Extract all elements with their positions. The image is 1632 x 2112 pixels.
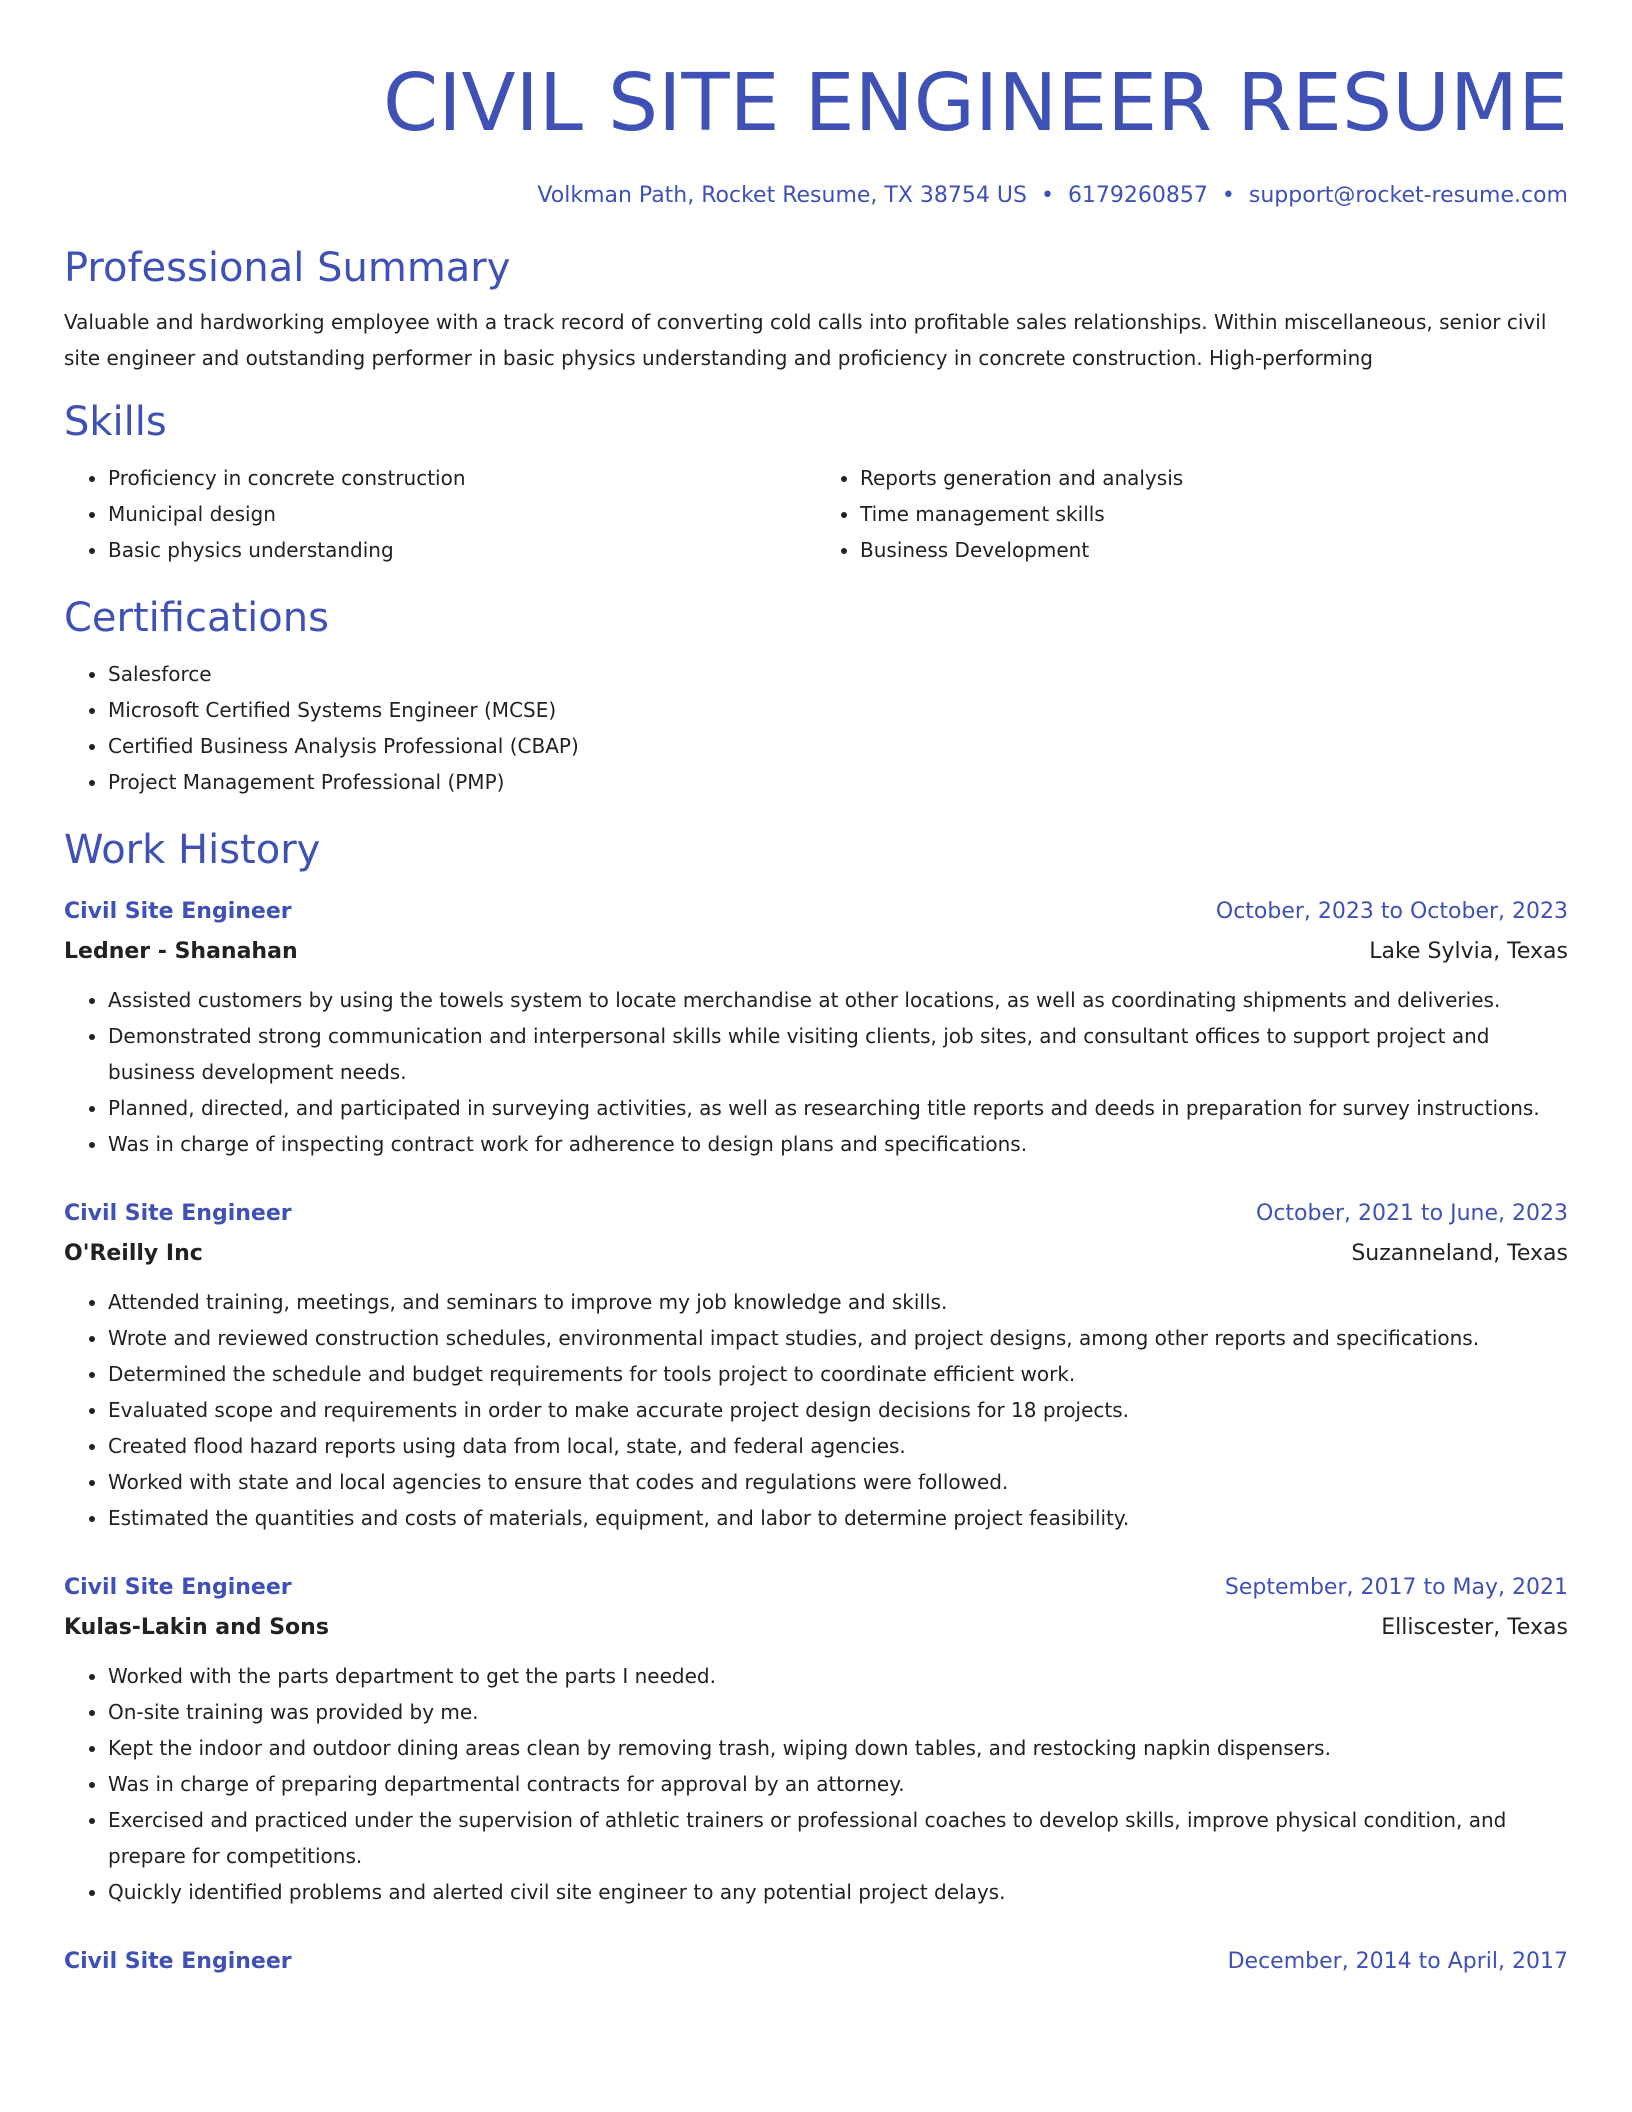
job-bullet: • Demonstrated strong communication and interpersonal skills while visiting clients, job sites, and consultant offices to support project and business development needs.: [108, 1018, 1568, 1090]
job-bullet: • Planned, directed, and participated in surveying activities, as well as researching title reports and deeds in preparation for survey instructions.: [108, 1090, 1568, 1126]
job-company-row: [64, 1234, 1568, 1274]
job-bullets: [64, 982, 1568, 1162]
skills-heading: Skills: [64, 399, 167, 445]
job-title-row: [64, 1942, 1568, 1982]
job-dates: December, 2014 to April, 2017: [1227, 1949, 1568, 1974]
job-dates: October, 2023 to October, 2023: [1215, 899, 1568, 924]
skill-item: • Proficiency in concrete construction: [108, 460, 816, 496]
job-bullet: • Evaluated scope and requirements in order to make accurate project design decisions for 18 projects.: [108, 1392, 1568, 1428]
skills-columns: [64, 460, 1568, 568]
job-dates: October, 2021 to June, 2023: [1256, 1201, 1568, 1226]
skill-item: • Basic physics understanding: [108, 532, 816, 568]
job-entry: [64, 892, 1568, 1162]
certifications-heading: Certifications: [64, 595, 329, 641]
job-location: Suzanneland, Texas: [1351, 1241, 1568, 1266]
job-company-row: [64, 1608, 1568, 1648]
resume-title: CIVIL SITE ENGINEER RESUME: [383, 57, 1568, 149]
job-bullet: • Estimated the quantities and costs of materials, equipment, and labor to determine project feasibility.: [108, 1500, 1568, 1536]
contact-line: [64, 178, 1568, 214]
job-bullet: • Worked with state and local agencies to ensure that codes and regulations were followed.: [108, 1464, 1568, 1500]
job-company: O'Reilly Inc: [64, 1241, 203, 1266]
certification-item: • Certified Business Analysis Professional (CBAP): [108, 728, 1568, 764]
job-title-row: [64, 1568, 1568, 1608]
job-title: Civil Site Engineer: [64, 1201, 292, 1226]
certification-item: • Project Management Professional (PMP): [108, 764, 1568, 800]
job-bullet: • Exercised and practiced under the supervision of athletic trainers or professional coaches to develop skills, improve physical condition, and prepare for competitions.: [108, 1802, 1568, 1874]
certification-item: • Salesforce: [108, 656, 1568, 692]
skill-item: • Municipal design: [108, 496, 816, 532]
job-bullet: • Kept the indoor and outdoor dining areas clean by removing trash, wiping down tables, and restocking napkin dispensers.: [108, 1730, 1568, 1766]
job-entry: [64, 1194, 1568, 1536]
skills-list-right: [816, 460, 1568, 568]
job-bullet: • Was in charge of preparing departmental contracts for approval by an attorney.: [108, 1766, 1568, 1802]
skills-list-left: [64, 460, 816, 568]
job-bullet: • Was in charge of inspecting contract work for adherence to design plans and specifications.: [108, 1126, 1568, 1162]
job-entry: [64, 1568, 1568, 1910]
skill-item: • Reports generation and analysis: [860, 460, 1568, 496]
job-company: Ledner - Shanahan: [64, 939, 298, 964]
work-history-heading: Work History: [64, 827, 321, 873]
job-bullet: • Worked with the parts department to get the parts I needed.: [108, 1658, 1568, 1694]
job-title-row: [64, 1194, 1568, 1234]
job-bullet: • Quickly identified problems and alerted civil site engineer to any potential project delays.: [108, 1874, 1568, 1910]
certification-item: • Microsoft Certified Systems Engineer (MCSE): [108, 692, 1568, 728]
job-bullet: • Assisted customers by using the towels system to locate merchandise at other locations, as well as coordinating shipments and deliveries.: [108, 982, 1568, 1018]
job-bullet: • Attended training, meetings, and seminars to improve my job knowledge and skills.: [108, 1284, 1568, 1320]
job-entry: [64, 1942, 1568, 1982]
skill-item: • Time management skills: [860, 496, 1568, 532]
job-bullet: • Wrote and reviewed construction schedules, environmental impact studies, and project designs, among other reports and specifications.: [108, 1320, 1568, 1356]
job-location: Lake Sylvia, Texas: [1369, 939, 1568, 964]
contact-address: Volkman Path, Rocket Resume, TX 38754 US: [537, 183, 1027, 208]
job-title: Civil Site Engineer: [64, 1949, 292, 1974]
job-location: Elliscester, Texas: [1381, 1615, 1568, 1640]
certifications-list: [64, 656, 1568, 800]
job-bullets: [64, 1658, 1568, 1910]
job-title-row: [64, 892, 1568, 932]
skill-item: • Business Development: [860, 532, 1568, 568]
job-bullets: [64, 1284, 1568, 1536]
contact-separator: •: [1040, 183, 1054, 208]
job-bullet: • On-site training was provided by me.: [108, 1694, 1568, 1730]
contact-phone: 6179260857: [1067, 183, 1208, 208]
job-bullet: • Determined the schedule and budget requirements for tools project to coordinate efficient work.: [108, 1356, 1568, 1392]
contact-email[interactable]: support@rocket-resume.com: [1248, 183, 1568, 208]
job-company-row: [64, 932, 1568, 972]
work-history-list: [64, 892, 1568, 1982]
job-title: Civil Site Engineer: [64, 899, 292, 924]
job-title: Civil Site Engineer: [64, 1575, 292, 1600]
job-bullet: • Created flood hazard reports using data from local, state, and federal agencies.: [108, 1428, 1568, 1464]
summary-heading: Professional Summary: [64, 245, 511, 291]
summary-text: Valuable and hardworking employee with a track record of converting cold calls into profitable sales relationships. Within miscellaneous, senior civil site engineer and outstanding performer in basic physics understanding and proficiency in concrete construction. High-performing: [64, 310, 1547, 370]
contact-separator: •: [1221, 183, 1235, 208]
job-company: Kulas-Lakin and Sons: [64, 1615, 329, 1640]
resume-page: [64, 0, 1568, 1982]
job-dates: September, 2017 to May, 2021: [1224, 1575, 1568, 1600]
